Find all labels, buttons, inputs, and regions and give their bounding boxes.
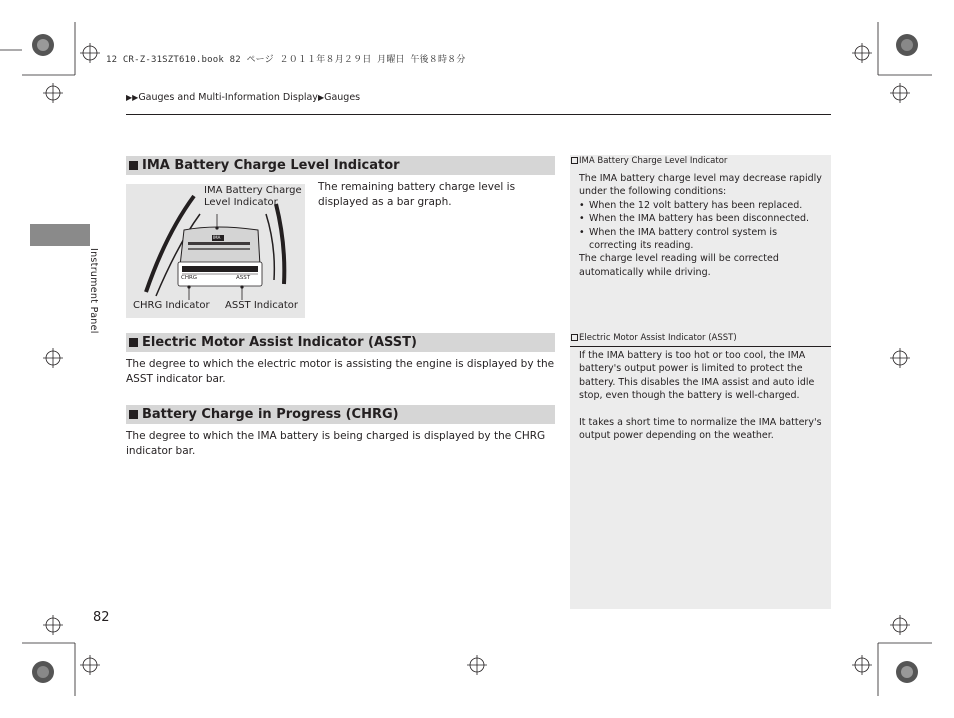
header-rule xyxy=(126,114,831,115)
breadcrumb-item-gauges[interactable]: Gauges xyxy=(324,92,361,103)
note-bullet: • When the 12 volt battery has been replaced. xyxy=(579,199,823,212)
section-title: Battery Charge in Progress (CHRG) xyxy=(142,407,399,422)
gauge-chrg-label: CHRG xyxy=(181,275,198,281)
section-square-icon xyxy=(129,338,138,347)
chapter-label: Instrument Panel xyxy=(88,248,99,334)
note-rule xyxy=(570,346,831,347)
note-paragraph: It takes a short time to normalize the IMA battery's output power depending on the weather. xyxy=(579,417,822,442)
section-heading-chrg xyxy=(126,405,555,424)
note-bullet: • When the IMA battery control system is correcting its reading. xyxy=(579,226,823,253)
section-body-asst: The degree to which the electric motor is assisting the engine is displayed by the ASST indicator bar. xyxy=(126,358,555,385)
gauge-asst-label: ASST xyxy=(236,275,251,281)
print-header: 12 CR-Z-31SZT610.book 82 ページ ２０１１年８月２９日 月曜日 午後８時８分 xyxy=(106,55,466,65)
note-heading-ima-battery xyxy=(571,156,727,166)
note-body-asst xyxy=(579,349,823,443)
note-heading-asst xyxy=(571,333,737,343)
breadcrumb-arrow-icon: ▶▶ xyxy=(126,93,139,102)
section-title: IMA Battery Charge Level Indicator xyxy=(142,158,400,173)
reference-icon xyxy=(571,334,578,341)
breadcrumb-separator-icon: ▶ xyxy=(317,93,325,102)
breadcrumb-item-gauges-display[interactable]: Gauges and Multi-Information Display xyxy=(138,92,318,103)
breadcrumb xyxy=(126,92,360,103)
section-title: Electric Motor Assist Indicator (ASST) xyxy=(142,335,417,350)
note-heading-text: Electric Motor Assist Indicator (ASST) xyxy=(579,333,737,343)
ima-gauge-diagram xyxy=(126,184,305,318)
note-intro: The IMA battery charge level may decrease rapidly under the following conditions: xyxy=(579,173,822,198)
chapter-tab xyxy=(30,224,90,246)
note-bullet-list xyxy=(579,199,823,253)
callout-charge-level: IMA Battery Charge Level Indicator xyxy=(204,185,302,208)
callout-chrg: CHRG Indicator xyxy=(133,300,210,311)
section-body-chrg: The degree to which the IMA battery is being charged is displayed by the CHRG indicator bar. xyxy=(126,430,546,457)
section-body-ima-battery: The remaining battery charge level is displayed as a bar graph. xyxy=(318,181,516,208)
section-heading-ima-battery xyxy=(126,156,555,175)
reference-icon xyxy=(571,157,578,164)
note-outro: The charge level reading will be corrected automatically while driving. xyxy=(579,253,779,278)
section-square-icon xyxy=(129,410,138,419)
section-square-icon xyxy=(129,161,138,170)
note-bullet: • When the IMA battery has been disconnected. xyxy=(579,212,823,225)
callout-asst: ASST Indicator xyxy=(225,300,299,311)
note-paragraph: If the IMA battery is too hot or too cool, the IMA battery's output power is limited to protect the battery. This disables the IMA assist and auto idle stop, even though the battery is well-charged. xyxy=(579,350,815,402)
note-heading-text: IMA Battery Charge Level Indicator xyxy=(579,156,728,166)
page-number: 82 xyxy=(93,610,110,625)
section-heading-asst xyxy=(126,333,555,352)
note-body-ima-battery xyxy=(579,172,823,279)
gauge-badge: IMA xyxy=(213,235,221,240)
